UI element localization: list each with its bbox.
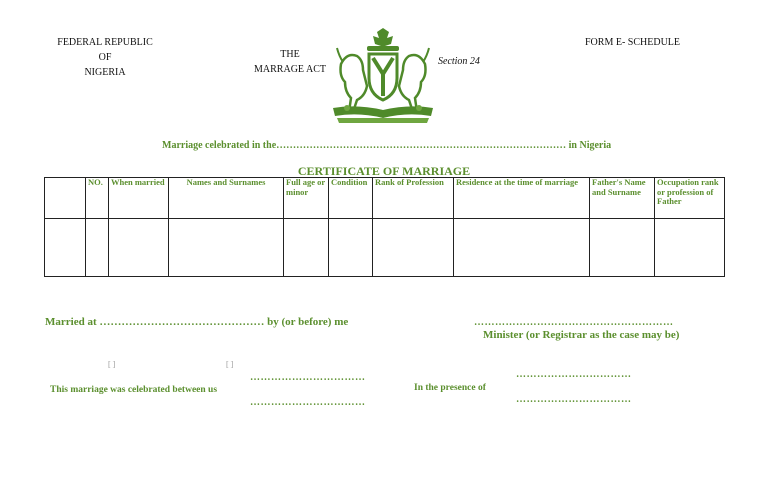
header-center-line-1: THE [280, 49, 300, 60]
cell-father-occupation[interactable] [655, 219, 725, 277]
table-row [45, 219, 725, 277]
bracket-right: [ ] [226, 360, 234, 369]
form-label: FORM E- SCHEDULE [585, 37, 681, 48]
cell-no[interactable] [86, 219, 109, 277]
witness-signature-2[interactable]: …………………………… [516, 394, 632, 405]
celebrated-line: Marriage celebrated in the…………………………………………………………………………… in Nigeria [162, 140, 612, 151]
witness-signature-1[interactable]: …………………………… [516, 369, 632, 380]
col-age: Full age or minor [284, 178, 329, 219]
header-left-line-2: OF [98, 52, 112, 63]
presence-label: In the presence of [414, 383, 486, 393]
cell-names[interactable] [169, 219, 284, 277]
certificate-title: CERTIFICATE OF MARRIAGE [297, 164, 471, 178]
nigeria-coat-of-arms-icon [327, 26, 439, 124]
married-at-line: Married at ……………………………………… by (or before) me [45, 316, 349, 328]
col-condition: Condition [329, 178, 373, 219]
col-father-name: Father's Name and Surname [590, 178, 655, 219]
col-father-occupation: Occupation rank or profession of Father [655, 178, 725, 219]
header-left-line-1: FEDERAL REPUBLIC [57, 37, 153, 48]
cell-residence[interactable] [454, 219, 590, 277]
cell-age[interactable] [284, 219, 329, 277]
cell-father-name[interactable] [590, 219, 655, 277]
header-center-line-2: MARRAGE ACT [254, 64, 326, 75]
col-no: NO. [86, 178, 109, 219]
cell-rank[interactable] [373, 219, 454, 277]
header-left [55, 35, 155, 80]
col-blank [45, 178, 86, 219]
cell-when-married[interactable] [109, 219, 169, 277]
cell-blank[interactable] [45, 219, 86, 277]
table-header-row [45, 178, 725, 219]
celebrated-between-label: This marriage was celebrated between us [50, 385, 218, 395]
col-when-married: When married [109, 178, 169, 219]
minister-label: Minister (or Registrar as the case may be) [483, 329, 680, 341]
minister-signature-line[interactable]: ………………………………………………… [474, 317, 674, 328]
header-left-line-3: NIGERIA [84, 67, 126, 78]
col-rank: Rank of Profession [373, 178, 454, 219]
section-label: Section 24 [438, 56, 480, 67]
spouse-signature-2[interactable]: …………………………… [250, 397, 366, 408]
spouse-signature-1[interactable]: …………………………… [250, 372, 366, 383]
col-names: Names and Surnames [169, 178, 284, 219]
bracket-left: [ ] [108, 360, 116, 369]
cell-condition[interactable] [329, 219, 373, 277]
header-center [245, 47, 335, 77]
col-residence: Residence at the time of marriage [454, 178, 590, 219]
certificate-table [44, 177, 725, 277]
